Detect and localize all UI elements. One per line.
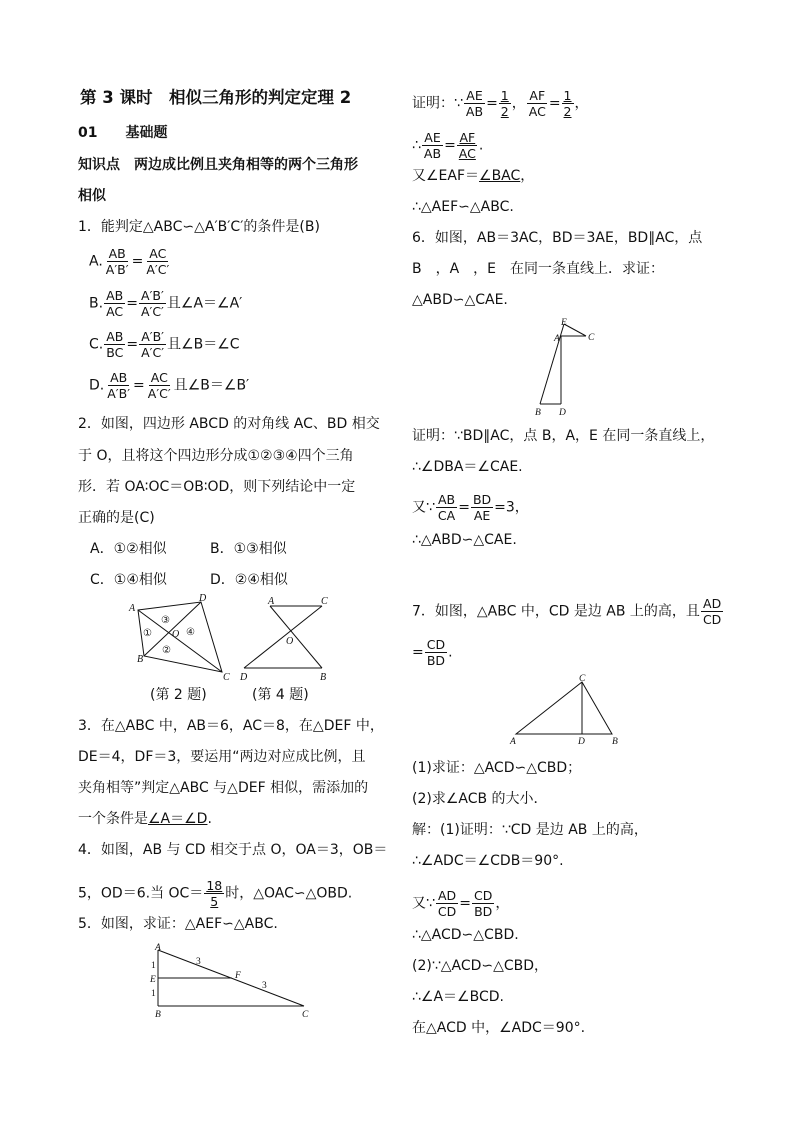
q3-answer: ∠A＝∠D — [148, 811, 208, 827]
fig2-region-1: ① — [143, 628, 152, 639]
fig6-label-d: D — [559, 408, 566, 418]
fig2-region-4: ④ — [186, 627, 195, 638]
q5-proof-line4: ∴△AEF∽△ABC. — [412, 199, 514, 215]
fig4-label-d: D — [240, 672, 248, 683]
q2-line1: 2．如图，四边形 ABCD 的对角线 AC、BD 相交 — [78, 416, 380, 432]
q2-option-c: C．①④相似 — [90, 572, 167, 588]
fig6-label-e: E — [561, 318, 567, 328]
q2-line2: 于 O，且将这个四边形分成①②③④四个三角 — [78, 448, 354, 464]
fig6-label-b: B — [535, 408, 541, 418]
fig4-label-a: A — [268, 596, 275, 607]
q4-line2: 5，OD＝6.当 OC＝ $\frac{18}{5}$ 时，△OAC∽△OBD. — [78, 878, 353, 909]
fig6-label-a: A — [554, 334, 560, 344]
fig5-seg-eb: 1 — [151, 989, 156, 999]
lesson-title: 第 3 课时 相似三角形的判定定理 2 — [80, 88, 352, 107]
q5-proof-line1: 证明：∵ $\frac{AE}{AB}$ = $\frac{1}{2}$ ， $\frac{AF}{AC}$ = $\frac{1}{2}$ ， — [412, 88, 589, 119]
knowledge-point-line2: 相似 — [78, 188, 106, 204]
q3-line1: 3．在△ABC 中，AB＝6，AC＝8，在△DEF 中， — [78, 718, 384, 734]
q5-triangle-figure — [146, 942, 318, 1020]
q6-line1: 6．如图，AB＝3AC，BD＝3AE，BD∥AC，点 — [412, 230, 703, 246]
q5-proof-line2: ∴ $\frac{AE}{AB}$ = $\frac{AF}{AC}$ . — [412, 130, 484, 161]
q6-proof-line1: 证明：∵BD∥AC，点 B，A，E 在同一条直线上， — [412, 428, 715, 444]
q6-proof-line4: ∴△ABD∽△CAE. — [412, 532, 517, 548]
q4-hourglass-figure — [236, 596, 336, 684]
q1-option-a: A. $\frac{AB}{A'B'}$ = $\frac{AC}{A'C'}$ — [89, 246, 170, 277]
fig2-label-b: B — [137, 654, 144, 665]
fig4-caption: (第 4 题) — [252, 687, 309, 703]
q3-line4: 一个条件是∠A＝∠D. — [78, 811, 212, 827]
fig2-label-a: A — [129, 603, 136, 614]
q7-answer-line3: 又∵ $\frac{AD}{CD}$ = $\frac{CD}{BD}$ ， — [412, 888, 510, 919]
q6-triangle-figure — [530, 316, 600, 418]
fig2-label-d: D — [199, 593, 207, 604]
fig7-label-a: A — [510, 737, 516, 747]
knowledge-point-line1: 知识点 两边成比例且夹角相等的两个三角形 — [78, 157, 358, 173]
fig5-label-c: C — [302, 1010, 309, 1020]
fig5-seg-ae: 1 — [151, 961, 156, 971]
fig2-region-3: ③ — [161, 615, 170, 626]
q2-option-b: B．①③相似 — [210, 541, 287, 557]
fig5-seg-fc: 3 — [262, 981, 267, 991]
fig5-label-a: A — [155, 943, 161, 953]
q2-option-a: A．①②相似 — [90, 541, 167, 557]
q5-line1: 5．如图，求证：△AEF∽△ABC. — [78, 916, 278, 932]
q6-line3: △ABD∽△CAE. — [412, 292, 508, 308]
q2-option-d: D．②④相似 — [210, 572, 288, 588]
q6-proof-line2: ∴∠DBA＝∠CAE. — [412, 459, 523, 475]
q1-option-c: C. $\frac{AB}{BC}$ = $\frac{A'B'}{A'C'}$ 且∠B＝∠C — [89, 329, 240, 360]
q7-line1: 7．如图，△ABC 中，CD 是边 AB 上的高，且 $\frac{AD}{CD}$ — [412, 596, 722, 627]
fig2-label-c: C — [223, 672, 230, 683]
q6-proof-line3: 又∵ $\frac{AB}{CA}$ = $\frac{BD}{AE}$ =3， — [412, 492, 529, 523]
fig2-region-2: ② — [162, 645, 171, 656]
q5-proof-line3: 又∠EAF＝∠BAC， — [412, 168, 535, 184]
fig5-label-f: F — [235, 971, 241, 981]
q4-answer-denominator: 5 — [210, 894, 219, 909]
q7-answer-line6: ∴∠A＝∠BCD. — [412, 989, 504, 1005]
q4-line1: 4．如图，AB 与 CD 相交于点 O，OA＝3，OB＝ — [78, 842, 388, 858]
q1-stem: 1．能判定△ABC∽△A′B′C′的条件是(B) — [78, 219, 320, 235]
fig4-label-b: B — [320, 672, 327, 683]
q2-line4: 正确的是(C) — [78, 510, 155, 526]
q6-line2: B ，A ，E 在同一条直线上．求证： — [412, 261, 665, 277]
fig5-seg-af: 3 — [196, 957, 201, 967]
q7-answer-line1: 解：(1)证明：∵CD 是边 AB 上的高， — [412, 822, 648, 838]
fig5-label-b: B — [155, 1010, 161, 1020]
fig5-label-e: E — [150, 975, 156, 985]
q3-line2: DE＝4，DF＝3，要运用“两边对应成比例，且 — [78, 749, 366, 765]
q7-answer-line4: ∴△ACD∽△CBD. — [412, 927, 519, 943]
q4-answer-numerator: 18 — [206, 878, 223, 893]
fig7-label-b: B — [612, 737, 618, 747]
q7-triangle-figure — [506, 674, 628, 748]
q7-answer-line5: (2)∵△ACD∽△CBD， — [412, 958, 549, 974]
fig2-caption: (第 2 题) — [150, 687, 207, 703]
fig6-label-c: C — [588, 333, 595, 343]
q7-answer-line7: 在△ACD 中，∠ADC＝90°. — [412, 1020, 586, 1036]
fig4-label-c: C — [321, 596, 328, 607]
fig4-label-o: O — [286, 636, 294, 647]
q2-quadrilateral-figure — [125, 592, 233, 684]
q1-option-b: B. $\frac{AB}{AC}$ = $\frac{A'B'}{A'C'}$ 且∠A＝∠A′ — [89, 288, 243, 319]
q7-answer-line2: ∴∠ADC＝∠CDB＝90°. — [412, 853, 564, 869]
q7-sub1: (1)求证：△ACD∽△CBD； — [412, 760, 582, 776]
fig2-label-o: O — [172, 629, 180, 640]
q5-proof-answer: ∠BAC — [479, 168, 521, 184]
q1-option-d: D. $\frac{AB}{A'B'}$ = $\frac{AC}{A'C'}$ 且∠B＝∠B′ — [89, 370, 250, 401]
q3-line3: 夹角相等”判定△ABC 与△DEF 相似，需添加的 — [78, 780, 369, 796]
q2-line3: 形．若 OA∶OC＝OB∶OD，则下列结论中一定 — [78, 479, 356, 495]
q7-line2: = $\frac{CD}{BD}$ . — [412, 637, 453, 668]
section-heading: 01 基础题 — [78, 125, 168, 141]
fig7-label-d: D — [578, 737, 585, 747]
q7-sub2: (2)求∠ACB 的大小． — [412, 791, 548, 807]
fig7-label-c: C — [579, 674, 586, 684]
